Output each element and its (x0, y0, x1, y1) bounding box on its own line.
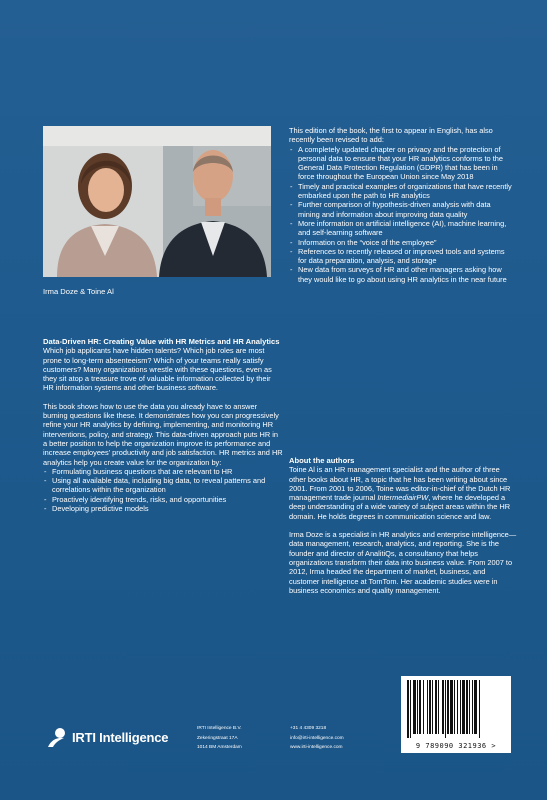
publisher-name: IRTI Intelligence (72, 729, 169, 745)
barcode-bar (460, 680, 461, 734)
barcode-bar (438, 680, 439, 734)
barcode-bar (407, 680, 409, 738)
list-item: - Proactively identifying trends, risks, and opportunities (43, 495, 283, 504)
list-item: - Developing predictive models (43, 504, 283, 513)
list-item: - A completely updated chapter on privacy and the protection of personal data to ensure that your HR analytics conforms to the General Data Protection Regulation (GDPR) that has been in force throughout the European Union since May 2018 (289, 145, 514, 182)
barcode-bar (419, 680, 421, 734)
barcode-bar (466, 680, 468, 734)
about-title: About the authors (289, 456, 355, 465)
barcode-bar (427, 680, 428, 734)
description-column (43, 337, 283, 513)
authors-photo (43, 126, 271, 277)
barcode-bar (474, 680, 477, 734)
list-item: - More information on artificial intelligence (AI), machine learning, and self-learning software (289, 219, 514, 238)
barcode-bar (442, 680, 444, 734)
barcode-bar (454, 680, 455, 734)
publisher-contact: +31 4 4309 3218 info@irti-intelligence.com www.irti-intelligence.com (290, 726, 344, 751)
barcode-bar (457, 680, 458, 734)
edition-intro: This edition of the book, the first to appear in English, has also recently been revised to add: (289, 126, 493, 145)
publisher-logo-icon (47, 726, 69, 748)
list-item: - References to recently released or improved tools and systems for data preparation, analysis, and storage (289, 247, 514, 266)
photo-caption: Irma Doze & Toine Al (43, 287, 114, 296)
isbn-number: 9 789090 321936 > (415, 742, 497, 750)
list-item: - Using all available data, including big data, to reveal patterns and correlations within the organization (43, 476, 283, 495)
barcode-bar (417, 680, 418, 734)
edition-list (289, 145, 514, 284)
barcode-bar (450, 680, 453, 734)
about-toine: Toine Al is an HR management specialist and the author of three other books about HR, a topic that he has been writing about since 2001. From 2001 to 2006, Toine was editor-in-chief of the Dutch HR management trade journal IntermediairPW, where he developed a deep understanding of a wide variety of subject areas within the HR domain. He holds degrees in communication science and law. (289, 465, 511, 521)
edition-column (289, 126, 514, 284)
about-irma: Irma Doze is a specialist in HR analytics and enterprise intelligence—data management, research, analytics, and reporting. She is the founder and director of AnalitiQs, a consultancy that helps organizations transform their data into business value. From 2007 to 2012, Irma headed the department of market, business, and customer intelligence at TomTom. Her academic studies were in business economics and quality management. (289, 530, 517, 595)
barcode-bar (435, 680, 437, 734)
isbn-barcode (401, 676, 511, 753)
barcode-bar (479, 680, 480, 738)
about-authors (289, 456, 517, 595)
barcode-bar (472, 680, 473, 734)
barcode-bar (445, 680, 446, 738)
intro-paragraph: Which job applicants have hidden talents? Which job roles are most prone to long-term absenteeism? Which of your teams really satisfy customers? Many organizations wrestle with these questions, even as they sit atop a treasure trove of valuable information collected by their HR information systems and other business software. (43, 346, 272, 393)
publisher-logo (47, 726, 168, 748)
barcode-bar (429, 680, 431, 734)
barcode-bar (469, 680, 470, 734)
book-title: Data-Driven HR: Creating Value with HR Metrics and HR Analytics (43, 337, 280, 346)
value-list (43, 467, 283, 513)
barcode-bar (447, 680, 449, 734)
barcode-bar (413, 680, 416, 734)
barcode-bar (462, 680, 465, 734)
list-item: - Information on the “voice of the employee” (289, 238, 514, 247)
journal-name: IntermediairPW (377, 493, 429, 503)
barcode-bars (407, 680, 505, 738)
body-paragraph: This book shows how to use the data you already have to answer burning questions like these. It demonstrates how you can progressively refine your HR analytics by defining, implementing, and monitoring HR interventions, policy, and strategy. This data-driven approach puts HR in a better position to help the organization improve its performance and increase employees’ productivity and job satisfaction. HR metrics and HR analytics help you create value for the organization by: (43, 401, 283, 467)
barcode-bar (423, 680, 424, 734)
list-item: - New data from surveys of HR and other managers asking how they would like to go about using HR analytics in the near future (289, 265, 514, 284)
publisher-address: IRTI Intelligence B.V. Zekeringstraat 17A 1014 BM Amsterdam (197, 726, 242, 751)
list-item: - Further comparison of hypothesis-driven analysis with data mining and information about improving data quality (289, 200, 514, 219)
barcode-bar (432, 680, 433, 734)
barcode-bar (410, 680, 411, 738)
list-item: - Formulating business questions that are relevant to HR (43, 467, 283, 476)
list-item: - Timely and practical examples of organizations that have recently embarked upon the path to HR analytics (289, 182, 514, 201)
